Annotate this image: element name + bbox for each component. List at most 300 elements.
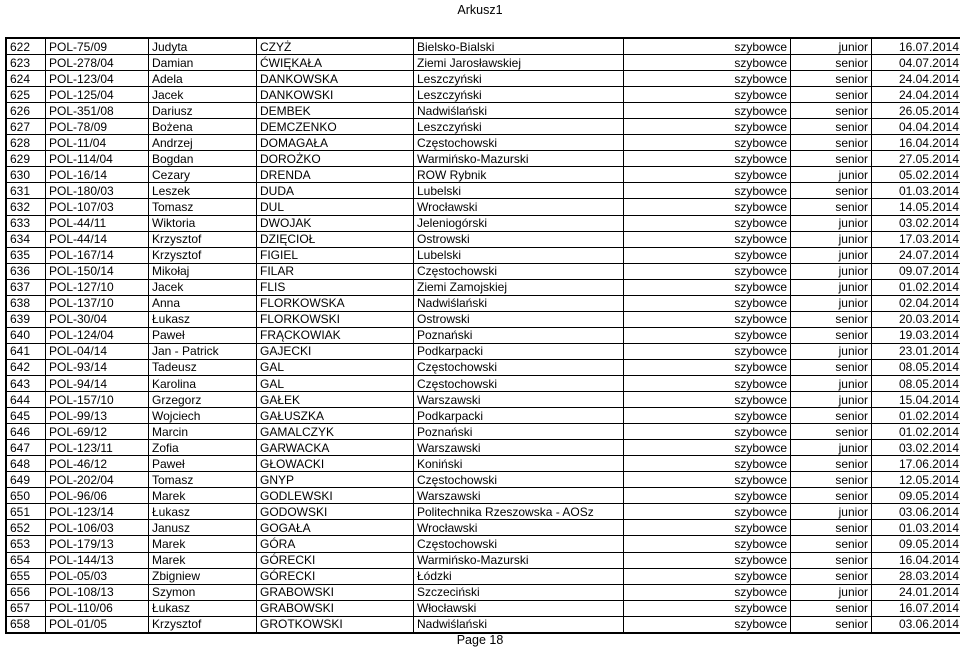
last-name-cell: GARWACKA (257, 440, 414, 456)
table-row (6, 584, 960, 600)
table-row (6, 488, 960, 504)
club-cell: Leszczyński (414, 71, 624, 87)
age-class-cell: junior (791, 215, 872, 231)
club-cell: Warszawski (414, 488, 624, 504)
category-cell: szybowce (624, 311, 791, 327)
first-name-cell: Leszek (149, 183, 257, 199)
last-name-cell: GAŁEK (257, 392, 414, 408)
club-cell: Wrocławski (414, 199, 624, 215)
age-class-cell: senior (791, 151, 872, 167)
license-cell: POL-107/03 (46, 199, 149, 215)
table-row (6, 231, 960, 247)
table-row (6, 552, 960, 568)
row-number-cell: 658 (6, 616, 46, 633)
club-cell: Podkarpacki (414, 408, 624, 424)
age-class-cell: junior (791, 38, 872, 55)
license-cell: POL-44/11 (46, 215, 149, 231)
date-cell: 08.05.2014 (872, 359, 960, 375)
row-number-cell: 635 (6, 247, 46, 263)
club-cell: Częstochowski (414, 135, 624, 151)
age-class-cell: junior (791, 504, 872, 520)
last-name-cell: FRĄCKOWIAK (257, 327, 414, 343)
last-name-cell: GÓRECKI (257, 552, 414, 568)
category-cell: szybowce (624, 375, 791, 391)
license-cell: POL-108/13 (46, 584, 149, 600)
license-cell: POL-157/10 (46, 392, 149, 408)
category-cell: szybowce (624, 424, 791, 440)
table-row (6, 183, 960, 199)
date-cell: 16.04.2014 (872, 135, 960, 151)
age-class-cell: junior (791, 263, 872, 279)
first-name-cell: Jacek (149, 87, 257, 103)
license-cell: POL-167/14 (46, 247, 149, 263)
date-cell: 03.06.2014 (872, 616, 960, 633)
last-name-cell: GÓRECKI (257, 568, 414, 584)
license-cell: POL-11/04 (46, 135, 149, 151)
last-name-cell: DEMBEK (257, 103, 414, 119)
row-number-cell: 650 (6, 488, 46, 504)
first-name-cell: Krzysztof (149, 247, 257, 263)
license-cell: POL-16/14 (46, 167, 149, 183)
license-cell: POL-180/03 (46, 183, 149, 199)
category-cell: szybowce (624, 520, 791, 536)
row-number-cell: 642 (6, 359, 46, 375)
club-cell: Warmińsko-Mazurski (414, 151, 624, 167)
last-name-cell: DOROŻKO (257, 151, 414, 167)
license-cell: POL-99/13 (46, 408, 149, 424)
first-name-cell: Judyta (149, 38, 257, 55)
last-name-cell: FLIS (257, 279, 414, 295)
club-cell: Politechnika Rzeszowska - AOSz (414, 504, 624, 520)
club-cell: Częstochowski (414, 536, 624, 552)
category-cell: szybowce (624, 247, 791, 263)
table-row (6, 472, 960, 488)
first-name-cell: Janusz (149, 520, 257, 536)
first-name-cell: Cezary (149, 167, 257, 183)
pilot-table (5, 37, 960, 634)
last-name-cell: DZIĘCIOŁ (257, 231, 414, 247)
age-class-cell: junior (791, 375, 872, 391)
club-cell: Leszczyński (414, 87, 624, 103)
first-name-cell: Dariusz (149, 103, 257, 119)
last-name-cell: GAL (257, 375, 414, 391)
age-class-cell: senior (791, 520, 872, 536)
date-cell: 12.05.2014 (872, 472, 960, 488)
table-row (6, 199, 960, 215)
age-class-cell: senior (791, 183, 872, 199)
page-number: Page 18 (456, 633, 504, 647)
table-row (6, 536, 960, 552)
last-name-cell: DUDA (257, 183, 414, 199)
club-cell: Szczeciński (414, 584, 624, 600)
club-cell: Ziemi Zamojskiej (414, 279, 624, 295)
row-number-cell: 652 (6, 520, 46, 536)
license-cell: POL-114/04 (46, 151, 149, 167)
table-row (6, 87, 960, 103)
club-cell: Ostrowski (414, 311, 624, 327)
last-name-cell: DWOJAK (257, 215, 414, 231)
row-number-cell: 656 (6, 584, 46, 600)
license-cell: POL-125/04 (46, 87, 149, 103)
last-name-cell: FILAR (257, 263, 414, 279)
age-class-cell: junior (791, 440, 872, 456)
last-name-cell: CZYŻ (257, 38, 414, 55)
table-row (6, 392, 960, 408)
age-class-cell: junior (791, 584, 872, 600)
age-class-cell: senior (791, 103, 872, 119)
license-cell: POL-94/14 (46, 375, 149, 391)
date-cell: 24.01.2014 (872, 584, 960, 600)
age-class-cell: senior (791, 536, 872, 552)
row-number-cell: 638 (6, 295, 46, 311)
table-row (6, 215, 960, 231)
first-name-cell: Paweł (149, 327, 257, 343)
category-cell: szybowce (624, 55, 791, 71)
category-cell: szybowce (624, 584, 791, 600)
pilot-table-body (6, 38, 960, 633)
club-cell: Lubelski (414, 247, 624, 263)
table-row (6, 311, 960, 327)
first-name-cell: Łukasz (149, 600, 257, 616)
license-cell: POL-93/14 (46, 359, 149, 375)
category-cell: szybowce (624, 151, 791, 167)
license-cell: POL-75/09 (46, 38, 149, 55)
first-name-cell: Tomasz (149, 199, 257, 215)
last-name-cell: GOGAŁA (257, 520, 414, 536)
category-cell: szybowce (624, 616, 791, 633)
first-name-cell: Szymon (149, 584, 257, 600)
row-number-cell: 632 (6, 199, 46, 215)
date-cell: 28.03.2014 (872, 568, 960, 584)
last-name-cell: GŁOWACKI (257, 456, 414, 472)
club-cell: Wrocławski (414, 520, 624, 536)
club-cell: ROW Rybnik (414, 167, 624, 183)
row-number-cell: 646 (6, 424, 46, 440)
date-cell: 24.07.2014 (872, 247, 960, 263)
row-number-cell: 633 (6, 215, 46, 231)
category-cell: szybowce (624, 536, 791, 552)
table-row (6, 135, 960, 151)
club-cell: Częstochowski (414, 359, 624, 375)
row-number-cell: 645 (6, 408, 46, 424)
club-cell: Podkarpacki (414, 343, 624, 359)
first-name-cell: Marek (149, 536, 257, 552)
row-number-cell: 648 (6, 456, 46, 472)
category-cell: szybowce (624, 327, 791, 343)
table-row (6, 38, 960, 55)
club-cell: Jeleniogórski (414, 215, 624, 231)
first-name-cell: Karolina (149, 375, 257, 391)
row-number-cell: 644 (6, 392, 46, 408)
last-name-cell: DRENDA (257, 167, 414, 183)
date-cell: 15.04.2014 (872, 392, 960, 408)
date-cell: 09.07.2014 (872, 263, 960, 279)
club-cell: Poznański (414, 424, 624, 440)
date-cell: 04.04.2014 (872, 119, 960, 135)
club-cell: Koniński (414, 456, 624, 472)
category-cell: szybowce (624, 343, 791, 359)
date-cell: 04.07.2014 (872, 55, 960, 71)
row-number-cell: 654 (6, 552, 46, 568)
age-class-cell: senior (791, 359, 872, 375)
age-class-cell: junior (791, 167, 872, 183)
date-cell: 16.07.2014 (872, 38, 960, 55)
first-name-cell: Jacek (149, 279, 257, 295)
category-cell: szybowce (624, 472, 791, 488)
table-row (6, 103, 960, 119)
category-cell: szybowce (624, 215, 791, 231)
age-class-cell: junior (791, 231, 872, 247)
row-number-cell: 630 (6, 167, 46, 183)
age-class-cell: junior (791, 279, 872, 295)
date-cell: 16.07.2014 (872, 600, 960, 616)
date-cell: 01.02.2014 (872, 279, 960, 295)
age-class-cell: senior (791, 568, 872, 584)
first-name-cell: Paweł (149, 456, 257, 472)
table-row (6, 279, 960, 295)
table-row (6, 167, 960, 183)
row-number-cell: 647 (6, 440, 46, 456)
table-row (6, 327, 960, 343)
category-cell: szybowce (624, 488, 791, 504)
first-name-cell: Damian (149, 55, 257, 71)
age-class-cell: senior (791, 472, 872, 488)
first-name-cell: Krzysztof (149, 616, 257, 633)
category-cell: szybowce (624, 568, 791, 584)
category-cell: szybowce (624, 135, 791, 151)
first-name-cell: Zofia (149, 440, 257, 456)
license-cell: POL-96/06 (46, 488, 149, 504)
date-cell: 03.02.2014 (872, 440, 960, 456)
date-cell: 27.05.2014 (872, 151, 960, 167)
row-number-cell: 649 (6, 472, 46, 488)
license-cell: POL-150/14 (46, 263, 149, 279)
category-cell: szybowce (624, 440, 791, 456)
age-class-cell: senior (791, 488, 872, 504)
club-cell: Łódzki (414, 568, 624, 584)
table-row (6, 263, 960, 279)
first-name-cell: Tadeusz (149, 359, 257, 375)
category-cell: szybowce (624, 456, 791, 472)
date-cell: 16.04.2014 (872, 552, 960, 568)
table-row (6, 440, 960, 456)
first-name-cell: Marek (149, 552, 257, 568)
age-class-cell: senior (791, 87, 872, 103)
license-cell: POL-144/13 (46, 552, 149, 568)
license-cell: POL-202/04 (46, 472, 149, 488)
date-cell: 03.06.2014 (872, 504, 960, 520)
row-number-cell: 637 (6, 279, 46, 295)
club-cell: Nadwiślański (414, 295, 624, 311)
age-class-cell: junior (791, 295, 872, 311)
row-number-cell: 627 (6, 119, 46, 135)
age-class-cell: senior (791, 600, 872, 616)
club-cell: Częstochowski (414, 263, 624, 279)
last-name-cell: ĆWIĘKAŁA (257, 55, 414, 71)
age-class-cell: senior (791, 424, 872, 440)
license-cell: POL-44/14 (46, 231, 149, 247)
category-cell: szybowce (624, 199, 791, 215)
row-number-cell: 643 (6, 375, 46, 391)
first-name-cell: Anna (149, 295, 257, 311)
last-name-cell: GAŁUSZKA (257, 408, 414, 424)
category-cell: szybowce (624, 119, 791, 135)
license-cell: POL-123/11 (46, 440, 149, 456)
last-name-cell: GODOWSKI (257, 504, 414, 520)
license-cell: POL-05/03 (46, 568, 149, 584)
row-number-cell: 624 (6, 71, 46, 87)
row-number-cell: 640 (6, 327, 46, 343)
date-cell: 17.03.2014 (872, 231, 960, 247)
category-cell: szybowce (624, 359, 791, 375)
club-cell: Leszczyński (414, 119, 624, 135)
first-name-cell: Grzegorz (149, 392, 257, 408)
date-cell: 08.05.2014 (872, 375, 960, 391)
last-name-cell: DANKOWSKA (257, 71, 414, 87)
row-number-cell: 634 (6, 231, 46, 247)
date-cell: 20.03.2014 (872, 311, 960, 327)
last-name-cell: GODLEWSKI (257, 488, 414, 504)
table-row (6, 151, 960, 167)
last-name-cell: GAMALCZYK (257, 424, 414, 440)
license-cell: POL-124/04 (46, 327, 149, 343)
category-cell: szybowce (624, 38, 791, 55)
row-number-cell: 628 (6, 135, 46, 151)
date-cell: 05.02.2014 (872, 167, 960, 183)
category-cell: szybowce (624, 103, 791, 119)
category-cell: szybowce (624, 504, 791, 520)
license-cell: POL-78/09 (46, 119, 149, 135)
first-name-cell: Łukasz (149, 311, 257, 327)
date-cell: 24.04.2014 (872, 87, 960, 103)
first-name-cell: Bogdan (149, 151, 257, 167)
row-number-cell: 622 (6, 38, 46, 55)
last-name-cell: DOMAGAŁA (257, 135, 414, 151)
last-name-cell: GAJECKI (257, 343, 414, 359)
table-row (6, 456, 960, 472)
age-class-cell: junior (791, 392, 872, 408)
row-number-cell: 636 (6, 263, 46, 279)
table-row (6, 616, 960, 633)
license-cell: POL-69/12 (46, 424, 149, 440)
date-cell: 23.01.2014 (872, 343, 960, 359)
category-cell: szybowce (624, 183, 791, 199)
age-class-cell: junior (791, 247, 872, 263)
table-row (6, 408, 960, 424)
last-name-cell: DEMCZENKO (257, 119, 414, 135)
category-cell: szybowce (624, 392, 791, 408)
category-cell: szybowce (624, 279, 791, 295)
age-class-cell: senior (791, 408, 872, 424)
table-row (6, 55, 960, 71)
club-cell: Poznański (414, 327, 624, 343)
last-name-cell: GRABOWSKI (257, 600, 414, 616)
last-name-cell: FLORKOWSKA (257, 295, 414, 311)
license-cell: POL-123/14 (46, 504, 149, 520)
age-class-cell: senior (791, 327, 872, 343)
age-class-cell: junior (791, 343, 872, 359)
row-number-cell: 626 (6, 103, 46, 119)
license-cell: POL-30/04 (46, 311, 149, 327)
license-cell: POL-46/12 (46, 456, 149, 472)
last-name-cell: GÓRA (257, 536, 414, 552)
category-cell: szybowce (624, 600, 791, 616)
category-cell: szybowce (624, 263, 791, 279)
club-cell: Ostrowski (414, 231, 624, 247)
row-number-cell: 623 (6, 55, 46, 71)
club-cell: Lubelski (414, 183, 624, 199)
club-cell: Nadwiślański (414, 616, 624, 633)
age-class-cell: senior (791, 552, 872, 568)
first-name-cell: Mikołaj (149, 263, 257, 279)
last-name-cell: FLORKOWSKI (257, 311, 414, 327)
row-number-cell: 653 (6, 536, 46, 552)
table-row (6, 359, 960, 375)
date-cell: 01.02.2014 (872, 408, 960, 424)
first-name-cell: Adela (149, 71, 257, 87)
table-row (6, 424, 960, 440)
age-class-cell: senior (791, 135, 872, 151)
last-name-cell: GNYP (257, 472, 414, 488)
license-cell: POL-278/04 (46, 55, 149, 71)
club-cell: Warszawski (414, 440, 624, 456)
first-name-cell: Łukasz (149, 504, 257, 520)
first-name-cell: Bożena (149, 119, 257, 135)
first-name-cell: Tomasz (149, 472, 257, 488)
table-row (6, 504, 960, 520)
license-cell: POL-123/04 (46, 71, 149, 87)
date-cell: 19.03.2014 (872, 327, 960, 343)
license-cell: POL-351/08 (46, 103, 149, 119)
first-name-cell: Jan - Patrick (149, 343, 257, 359)
club-cell: Włocławski (414, 600, 624, 616)
row-number-cell: 639 (6, 311, 46, 327)
age-class-cell: senior (791, 119, 872, 135)
table-row (6, 119, 960, 135)
last-name-cell: FIGIEL (257, 247, 414, 263)
row-number-cell: 657 (6, 600, 46, 616)
age-class-cell: senior (791, 616, 872, 633)
date-cell: 14.05.2014 (872, 199, 960, 215)
club-cell: Warmińsko-Mazurski (414, 552, 624, 568)
table-row (6, 247, 960, 263)
age-class-cell: senior (791, 311, 872, 327)
license-cell: POL-110/06 (46, 600, 149, 616)
first-name-cell: Marek (149, 488, 257, 504)
row-number-cell: 629 (6, 151, 46, 167)
age-class-cell: senior (791, 456, 872, 472)
category-cell: szybowce (624, 87, 791, 103)
date-cell: 09.05.2014 (872, 488, 960, 504)
license-cell: POL-179/13 (46, 536, 149, 552)
row-number-cell: 631 (6, 183, 46, 199)
first-name-cell: Zbigniew (149, 568, 257, 584)
age-class-cell: senior (791, 55, 872, 71)
table-row (6, 343, 960, 359)
license-cell: POL-137/10 (46, 295, 149, 311)
last-name-cell: DUL (257, 199, 414, 215)
category-cell: szybowce (624, 167, 791, 183)
club-cell: Bielsko-Bialski (414, 38, 624, 55)
first-name-cell: Andrzej (149, 135, 257, 151)
sheet-title: Arkusz1 (457, 3, 503, 17)
license-cell: POL-01/05 (46, 616, 149, 633)
date-cell: 09.05.2014 (872, 536, 960, 552)
table-row (6, 568, 960, 584)
table-row (6, 71, 960, 87)
category-cell: szybowce (624, 295, 791, 311)
license-cell: POL-04/14 (46, 343, 149, 359)
